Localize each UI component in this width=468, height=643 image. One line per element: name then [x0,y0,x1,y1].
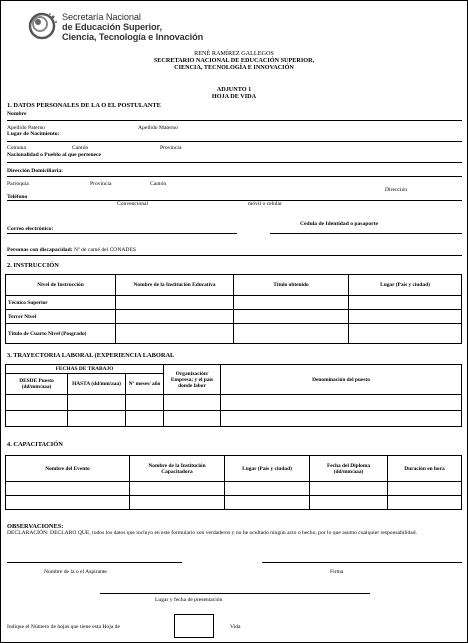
hojas-count-box[interactable] [174,614,214,638]
org-line2: CIENCIA, TECNOLOGÍA E INNOVACIÓN [174,64,294,71]
senescyt-logo [28,10,228,48]
logo-line3: Ciencia, Tecnología e Innovación [62,32,204,42]
th-meses: Nº meses/ año [126,374,164,395]
label-correo: Correo electrónico: [7,226,54,232]
cell-input[interactable] [164,411,221,427]
label-convencional: Convencional [117,201,149,207]
cell-input[interactable] [310,496,388,510]
cell-input[interactable] [225,482,310,496]
line-cedula[interactable] [270,233,462,234]
label-canton: Cantón [72,145,89,151]
line-nacionalidad[interactable] [7,162,462,163]
cell-input[interactable] [234,310,349,324]
cell-input[interactable] [221,411,462,427]
label-telefono: Teléfono [7,194,28,200]
instruction-table [5,274,462,344]
label-nombre-aspirante: Nombre de la o el Aspirante [44,569,107,575]
th-fecha-diploma: Fecha del Diploma (dd/mm/aaa) [310,456,388,482]
label-vida: Vida [230,624,241,630]
cell-input[interactable] [6,482,130,496]
line-direccion-domiciliaria[interactable] [7,176,462,177]
declaracion-text: DECLARACIÓN: DECLARO QUE, todos los datos que incluyo en este formulario son verdaderos y no he ocultado ningún acto o hecho, por lo que asumo cualquier responsabilidad. [7,530,417,536]
label-nacionalidad: Nacionalidad o Pueblo al que pertenece [7,152,102,158]
th-lugar: Lugar (País y ciudad) [349,275,462,296]
label-canton2: Cantón [150,181,167,187]
row-cuarto-nivel: Título de Cuarto Nivel (Posgrado) [6,324,116,344]
label-apellido-materno: Apellido Materno [138,125,178,131]
th-denominacion: Denominación del puesto [221,365,462,395]
label-provincia: Provincia [160,145,182,151]
label-lugar-nacimiento: Lugar de Nacimiento: [7,131,60,137]
label-lugar-fecha: Lugar y fecha de presentación [155,597,223,603]
th-evento: Nombre del Evento [6,456,130,482]
label-comuna: Comuna [7,145,26,151]
cell-input[interactable] [6,411,68,427]
section1-title: 1. DATOS PERSONALES DE LA O EL POSTULANTE [7,102,161,109]
line-discapacidad[interactable] [7,255,462,256]
th-desde: DESDE Puesto (dd/mm/aaa) [6,374,68,395]
th-lugar-cap: Lugar (País y ciudad) [225,456,310,482]
logo-mark-icon [28,10,60,42]
line-lugar-nacimiento[interactable] [7,141,462,142]
row-tecnico: Técnico Superior [6,296,116,310]
discapacidad-text: Nº de carné del CONADES [73,247,136,253]
logo-line1: Secretaría Nacional [62,12,141,22]
label-movil: móvil o celular [248,201,282,207]
cell-input[interactable] [225,496,310,510]
th-institucion: Nombre de la Institución Educativa [116,275,234,296]
label-parroquia: Parroquia [7,181,29,187]
logo-line2: de Educación Superior, [62,22,162,32]
cell-input[interactable] [6,496,130,510]
line-lugar-fecha[interactable] [100,593,370,594]
cell-input[interactable] [234,324,349,344]
cell-input[interactable] [126,411,164,427]
label-observaciones: OBSERVACIONES: [7,523,64,530]
training-table [5,455,462,510]
discapacidad [7,247,136,253]
th-nivel: Nivel de Instrucción [6,275,116,296]
cell-input[interactable] [388,482,462,496]
line-nombre[interactable] [7,120,462,121]
cell-input[interactable] [116,310,234,324]
cell-input[interactable] [349,296,462,310]
label-cedula: Cédula de Identidad o pasaporte [300,221,379,227]
label-nombre: Nombre [7,111,27,117]
section3-title: 3. TRAYECTORIA LABORAL (EXPERIENCIA LABORAL [7,352,175,359]
cell-input[interactable] [116,324,234,344]
cell-input[interactable] [349,310,462,324]
cell-input[interactable] [388,496,462,510]
cell-input[interactable] [116,296,234,310]
label-apellido-paterno: Apellido Paterno [7,125,46,131]
logo-text [62,12,203,42]
cell-input[interactable] [310,482,388,496]
line-firma[interactable] [262,562,462,563]
annex-label: ADJUNTO 1 [216,86,252,93]
row-tercer-nivel: Tercer Nivel [6,310,116,324]
th-capacitadora: Nombre de la Institución Capacitadora [130,456,225,482]
cell-input[interactable] [126,395,164,411]
cell-input[interactable] [68,395,126,411]
label-firma: Firma [330,569,344,575]
line-correo[interactable] [7,233,237,234]
cell-input[interactable] [234,296,349,310]
th-titulo: Título obtenido [234,275,349,296]
cell-input[interactable] [349,324,462,344]
org-line1: SECRETARIO NACIONAL DE EDUCACIÓN SUPERIOR, [153,57,315,64]
cell-input[interactable] [6,395,68,411]
section4-title: 4. CAPACITACIÓN [7,441,63,448]
line-nombre-aspirante[interactable] [7,562,182,563]
label-direccion-domiciliaria: Dirección Domiciliaria: [7,168,63,174]
work-table [5,364,462,427]
section2-title: 2. INSTRUCCIÓN [7,262,59,269]
label-indique: Indique el Número de hojas que tiene esta Hoja de [7,624,120,630]
label-direccion: Dirección [385,187,408,193]
cell-input[interactable] [130,482,225,496]
signatory-name: RENÉ RAMÍREZ GALLEGOS [194,50,274,57]
doc-title: HOJA DE VIDA [211,93,257,100]
th-fechas: FECHAS DE TRABAJO [6,365,164,374]
cell-input[interactable] [130,496,225,510]
line-telefono[interactable] [7,200,462,201]
cell-input[interactable] [221,395,462,411]
label-discapacidad: Personas con discapacidad: [7,247,73,253]
th-hasta: HASTA (dd/mm/aaa) [68,374,126,395]
th-duracion: Duración en hora [388,456,462,482]
cell-input[interactable] [164,395,221,411]
cell-input[interactable] [68,411,126,427]
th-organizacion: Organización/ Empresa; y el país donde labor [164,365,221,395]
label-provincia2: Provincia [90,181,112,187]
